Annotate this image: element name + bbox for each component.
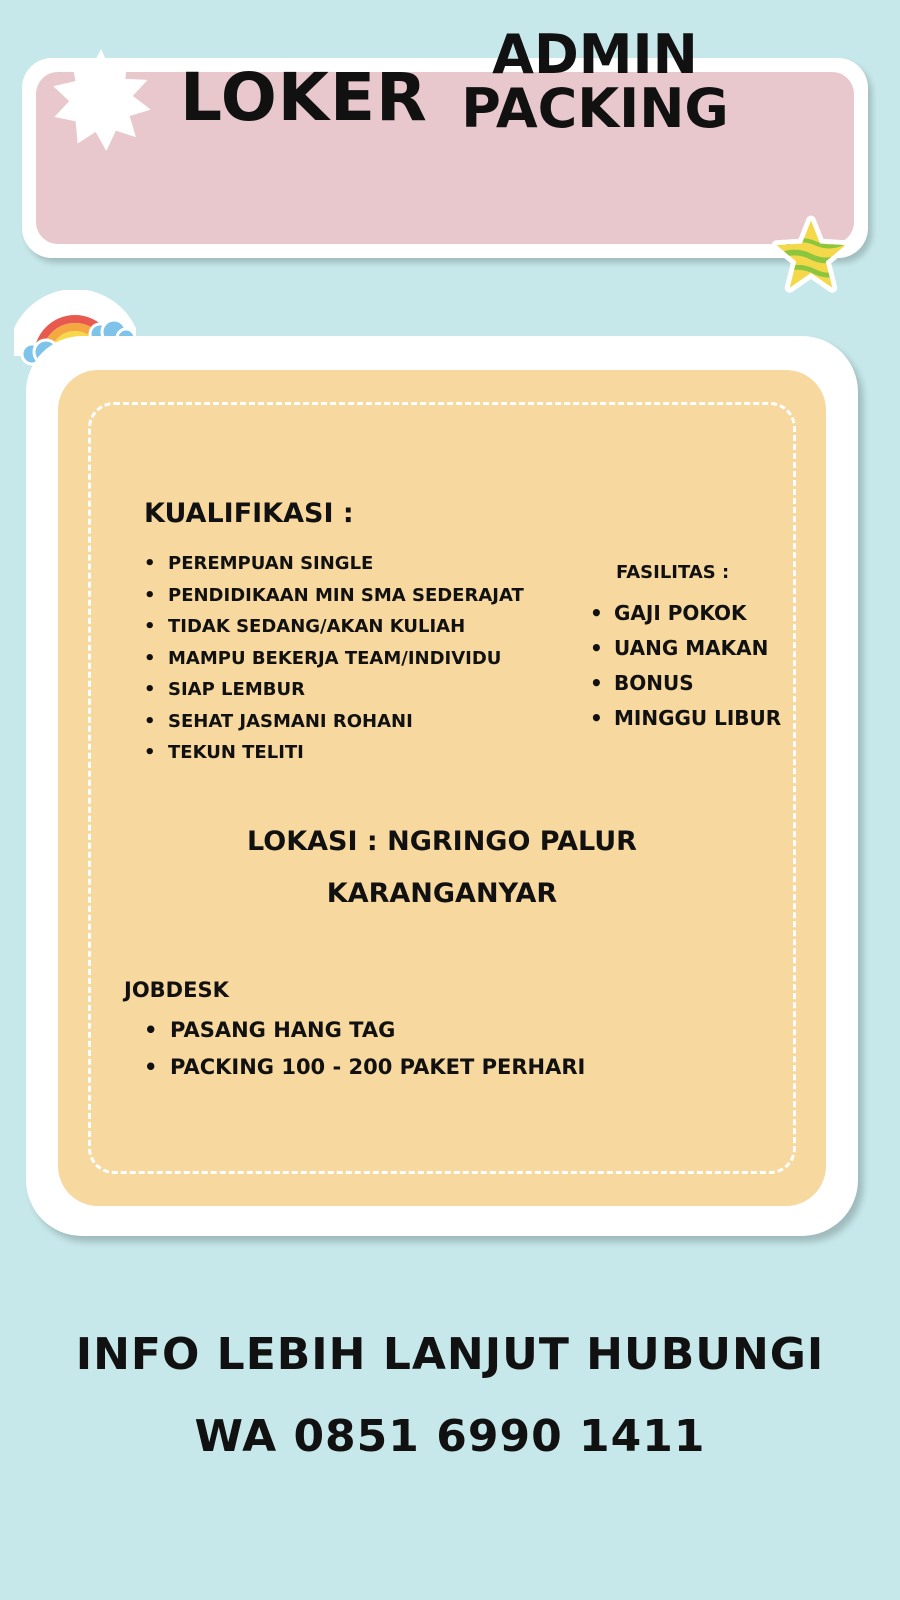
fasilitas-item: • BONUS [588,666,781,701]
kualifikasi-heading: KUALIFIKASI : [144,498,354,529]
title-admin: ADMIN [492,23,698,86]
kualifikasi-item: • SEHAT JASMANI ROHANI [142,706,524,738]
fasilitas-item: • MINGGU LIBUR [588,701,781,736]
info-card-inner [58,370,826,1206]
kualifikasi-item: • SIAP LEMBUR [142,674,524,706]
title-loker: LOKER [180,59,428,136]
fasilitas-item: • GAJI POKOK [588,596,781,631]
title-packing: PACKING [461,77,729,140]
jobdesk-heading: JOBDESK [124,978,229,1002]
kualifikasi-item: • MAMPU BEKERJA TEAM/INDIVIDU [142,643,524,675]
sunburst-icon [48,46,154,152]
jobdesk-item: • PASANG HANG TAG [142,1012,585,1049]
kualifikasi-item: • TEKUN TELITI [142,737,524,769]
kualifikasi-item: • TIDAK SEDANG/AKAN KULIAH [142,611,524,643]
info-card [26,336,858,1236]
kualifikasi-list [142,548,524,769]
fasilitas-list [588,596,781,736]
contact-info [0,1314,900,1478]
fasilitas-heading: FASILITAS : [616,562,730,583]
star-sticker-icon [770,214,852,296]
title-position [430,23,760,140]
lokasi-line-1: LOKASI : NGRINGO PALUR [247,826,637,857]
contact-line-1: INFO LEBIH LANJUT HUBUNGI [75,1329,825,1380]
kualifikasi-item: • PEREMPUAN SINGLE [142,548,524,580]
contact-phone: WA 0851 6990 1411 [194,1411,706,1462]
fasilitas-item: • UANG MAKAN [588,631,781,666]
lokasi-block [58,816,826,920]
lokasi-line-2: KARANGANYAR [326,878,558,909]
kualifikasi-item: • PENDIDIKAAN MIN SMA SEDERAJAT [142,580,524,612]
jobdesk-item: • PACKING 100 - 200 PAKET PERHARI [142,1049,585,1086]
jobdesk-list [142,1012,585,1086]
